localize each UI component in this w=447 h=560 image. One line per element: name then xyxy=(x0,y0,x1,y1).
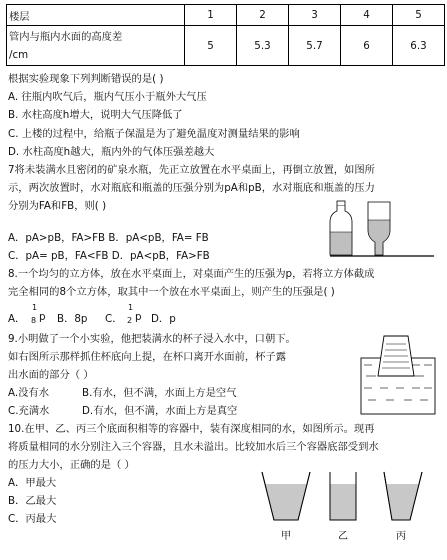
table-cell: 6.3 xyxy=(393,26,445,66)
table-header-cell: 楼层 xyxy=(7,5,185,26)
table-cell: 5.7 xyxy=(289,26,341,66)
table-cell: 3 xyxy=(289,5,341,26)
container-yi-icon xyxy=(330,472,356,520)
bottles-figure xyxy=(326,198,438,260)
q7-line3: 分别为FA和FB，则( ) xyxy=(8,200,107,212)
table-row xyxy=(7,5,445,26)
fraction-numerator: 1 xyxy=(32,303,38,312)
q9-option-b: B.有水，但不满，水面上方是空气 xyxy=(82,387,237,399)
q8-line2: 完全相同的8个立方体，取其中一个放在水平桌面上，则产生的压强是( ) xyxy=(8,286,335,298)
container-label-jia: 甲 xyxy=(281,531,291,542)
q8-option-d: D．p xyxy=(151,313,176,325)
q6-option-b: B. 水柱高度h增大，说明大气压降低了 xyxy=(8,109,183,121)
three-containers-figure xyxy=(256,468,438,546)
table-cell: 5 xyxy=(393,5,445,26)
q10-line1: 10.在甲、乙、丙三个底面积相等的容器中，装有深度相同的水，如图所示。现再 xyxy=(8,423,375,435)
q6-option-d: D. 水柱高度h越大，瓶内外的气体压强差越大 xyxy=(8,146,215,158)
q8-option-b: B．8p xyxy=(57,313,88,325)
q9-option-c: C.充满水 xyxy=(8,405,50,417)
q10-option-a: A．甲最大 xyxy=(8,477,57,489)
q6-option-c: C. 上楼的过程中，给瓶子保温是为了避免温度对测量结果的影响 xyxy=(8,128,300,140)
cup-in-water-figure xyxy=(358,332,438,416)
table-header-cell xyxy=(7,26,185,66)
container-label-bing: 丙 xyxy=(396,531,406,542)
q9-line3: 出水面的部分（ ） xyxy=(8,369,94,381)
container-jia-icon xyxy=(262,472,310,520)
q9-option-a: A.没有水 xyxy=(8,387,50,399)
q9-option-d: D.有水，但不满，水面上方是真空 xyxy=(82,405,238,417)
q10-line2: 将质量相同的水分别注入三个容器，且水未溢出。比较加水后三个容器底部受到水 xyxy=(8,441,379,453)
fraction-numerator: 1 xyxy=(128,303,134,312)
table-row xyxy=(7,26,445,66)
fraction-denominator: 2 xyxy=(127,316,133,325)
q6-option-a: A. 往瓶内吹气后，瓶内气压小于瓶外大气压 xyxy=(8,91,207,103)
q6-stem: 根据实验现象下列判断错误的是( ) xyxy=(8,73,164,85)
table-cell: 4 xyxy=(341,5,393,26)
q8-option-c-label: C． xyxy=(105,313,123,325)
table-cell: 5 xyxy=(185,26,237,66)
q8-option-a-variable: p xyxy=(39,311,46,323)
q10-option-c: C．丙最大 xyxy=(8,513,57,525)
data-table xyxy=(6,4,445,66)
q9-line1: 9.小明做了一个小实验，他把装满水的杯子浸入水中，口朝下。 xyxy=(8,333,296,345)
q7-options-cd: C．pA= pB，FA<FB D．pA<pB，FA>FB xyxy=(8,250,210,262)
table-row-label-line2: /cm xyxy=(9,48,29,61)
container-bing-icon xyxy=(384,472,422,520)
q8-option-c-variable: p xyxy=(135,311,142,323)
inverted-bottle-icon xyxy=(368,202,390,255)
q7-line2: 示，两次放置时，水对瓶底和瓶盖的压强分别为pA和pB，水对瓶底和瓶盖的压力 xyxy=(8,182,375,194)
table-cell: 2 xyxy=(237,5,289,26)
table-cell: 1 xyxy=(185,5,237,26)
q8-line1: 8.一个均匀的立方体，放在水平桌面上，对桌面产生的压强为p，若将立方体截成 xyxy=(8,268,375,280)
q8-option-a-label: A． xyxy=(8,313,26,325)
q7-line1: 7将未装满水且密闭的矿泉水瓶，先正立放置在水平桌面上，再倒立放置，如图所 xyxy=(8,164,375,176)
inverted-cup-icon xyxy=(378,336,414,376)
fraction-denominator: 8 xyxy=(31,316,37,325)
container-label-yi: 乙 xyxy=(338,531,348,542)
q10-line3: 的压力大小，正确的是（ ） xyxy=(8,459,135,471)
table-row-label-line1: 管内与瓶内水面的高度差 xyxy=(9,30,123,43)
table-cell: 6 xyxy=(341,26,393,66)
q10-option-b: B．乙最大 xyxy=(8,495,57,507)
q9-line2: 如右图所示那样抓住杯底向上提，在杯口离开水面前，杯子露 xyxy=(8,351,287,363)
q7-options-ab: A．pA>pB，FA>FB B．pA<pB，FA= FB xyxy=(8,232,209,244)
upright-bottle-icon xyxy=(330,201,352,255)
table-cell: 5.3 xyxy=(237,26,289,66)
